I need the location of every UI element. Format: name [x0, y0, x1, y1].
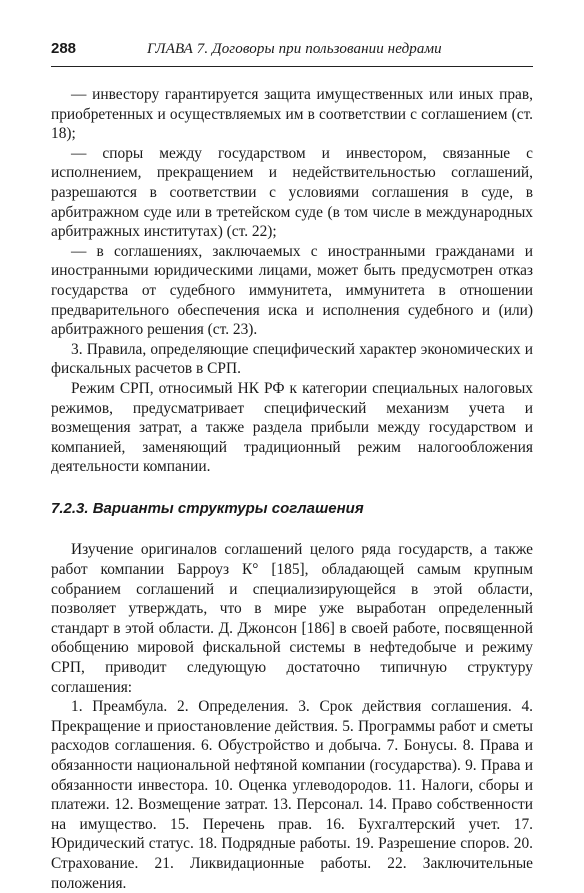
paragraph-investor-rights: — инвестору гарантируется защита имущественных или иных прав, приобретенных и осуществляемых им в соответствии с соглашением (ст. 18); [51, 86, 533, 143]
paragraph-structure-list: 1. Преамбула. 2. Определения. 3. Срок действия соглашения. 4. Прекращение и приостановление действия. 5. Программы работ и сметы расходов соглашения. 6. Обустройство и добыча. 7. Бонусы. 8. Права и обязанности национальной нефтяной компании (государства). 9. Права и обязанности инвестора. 10. Оценка углеводородов. 11. Налоги, сборы и платежи. 12. Возмещение затрат. 13. Персонал. 14. Право собственности на имущество. 15. Перечень прав. 16. Бухгалтерский учет. 17. Юридический статус. 18. Подрядные работы. 19. Разрешение споров. 20. Страхование. 21. Ликвидационные работы. 22. Заключительные положения. [51, 698, 533, 892]
paragraph-immunity: — в соглашениях, заключаемых с иностранными гражданами и иностранными юридическими лицами, может быть предусмотрен отказ государства от судебного иммунитета, иммунитета в отношении предварительного обеспечения иска и исполнения судебного и (или) арбитражного решения (ст. 23). [51, 242, 533, 339]
section-heading: 7.2.3. Варианты структуры соглашения [51, 499, 364, 517]
chapter-title: ГЛАВА 7. Договоры при пользовании недрами [147, 41, 442, 57]
text-block-before [51, 85, 533, 477]
paragraph-srp-regime: Режим СРП, относимый НК РФ к категории специальных налоговых режимов, предусматривает специфический механизм учета и возмещения затрат, а также раздела прибыли между государством и компанией, заменяющий традиционный режим налогообложения деятельности компании. [51, 379, 533, 476]
text-block-after [51, 540, 533, 893]
paragraph-disputes: — споры между государством и инвестором, связанные с исполнением, прекращением и недействительностью соглашений, разрешаются в соответствии с условиями соглашения в суде, в арбитражном суде или в третейском суде (в том числе в международных арбитражных институтах) (ст. 22); [51, 144, 533, 241]
book-page [51, 40, 533, 893]
paragraph-rules-srp: 3. Правила, определяющие специфический характер экономических и фискальных расчетов в СРП. [51, 340, 533, 378]
running-head [51, 40, 533, 67]
paragraph-study: Изучение оригиналов соглашений целого ряда государств, а также работ компании Барроуз К° [185], обладающей самым крупным собранием соглашений и специализирующейся в этой области, позволяет утверждать, что в мире уже выработан определенный стандарт в этой области. Д. Джонсон [186] в своей работе, посвященной обобщению мировой фискальной системы в нефтедобыче и режиму СРП, приводит следующую достаточно типичную структуру соглашения: [51, 541, 533, 696]
page-number: 288 [51, 40, 77, 57]
